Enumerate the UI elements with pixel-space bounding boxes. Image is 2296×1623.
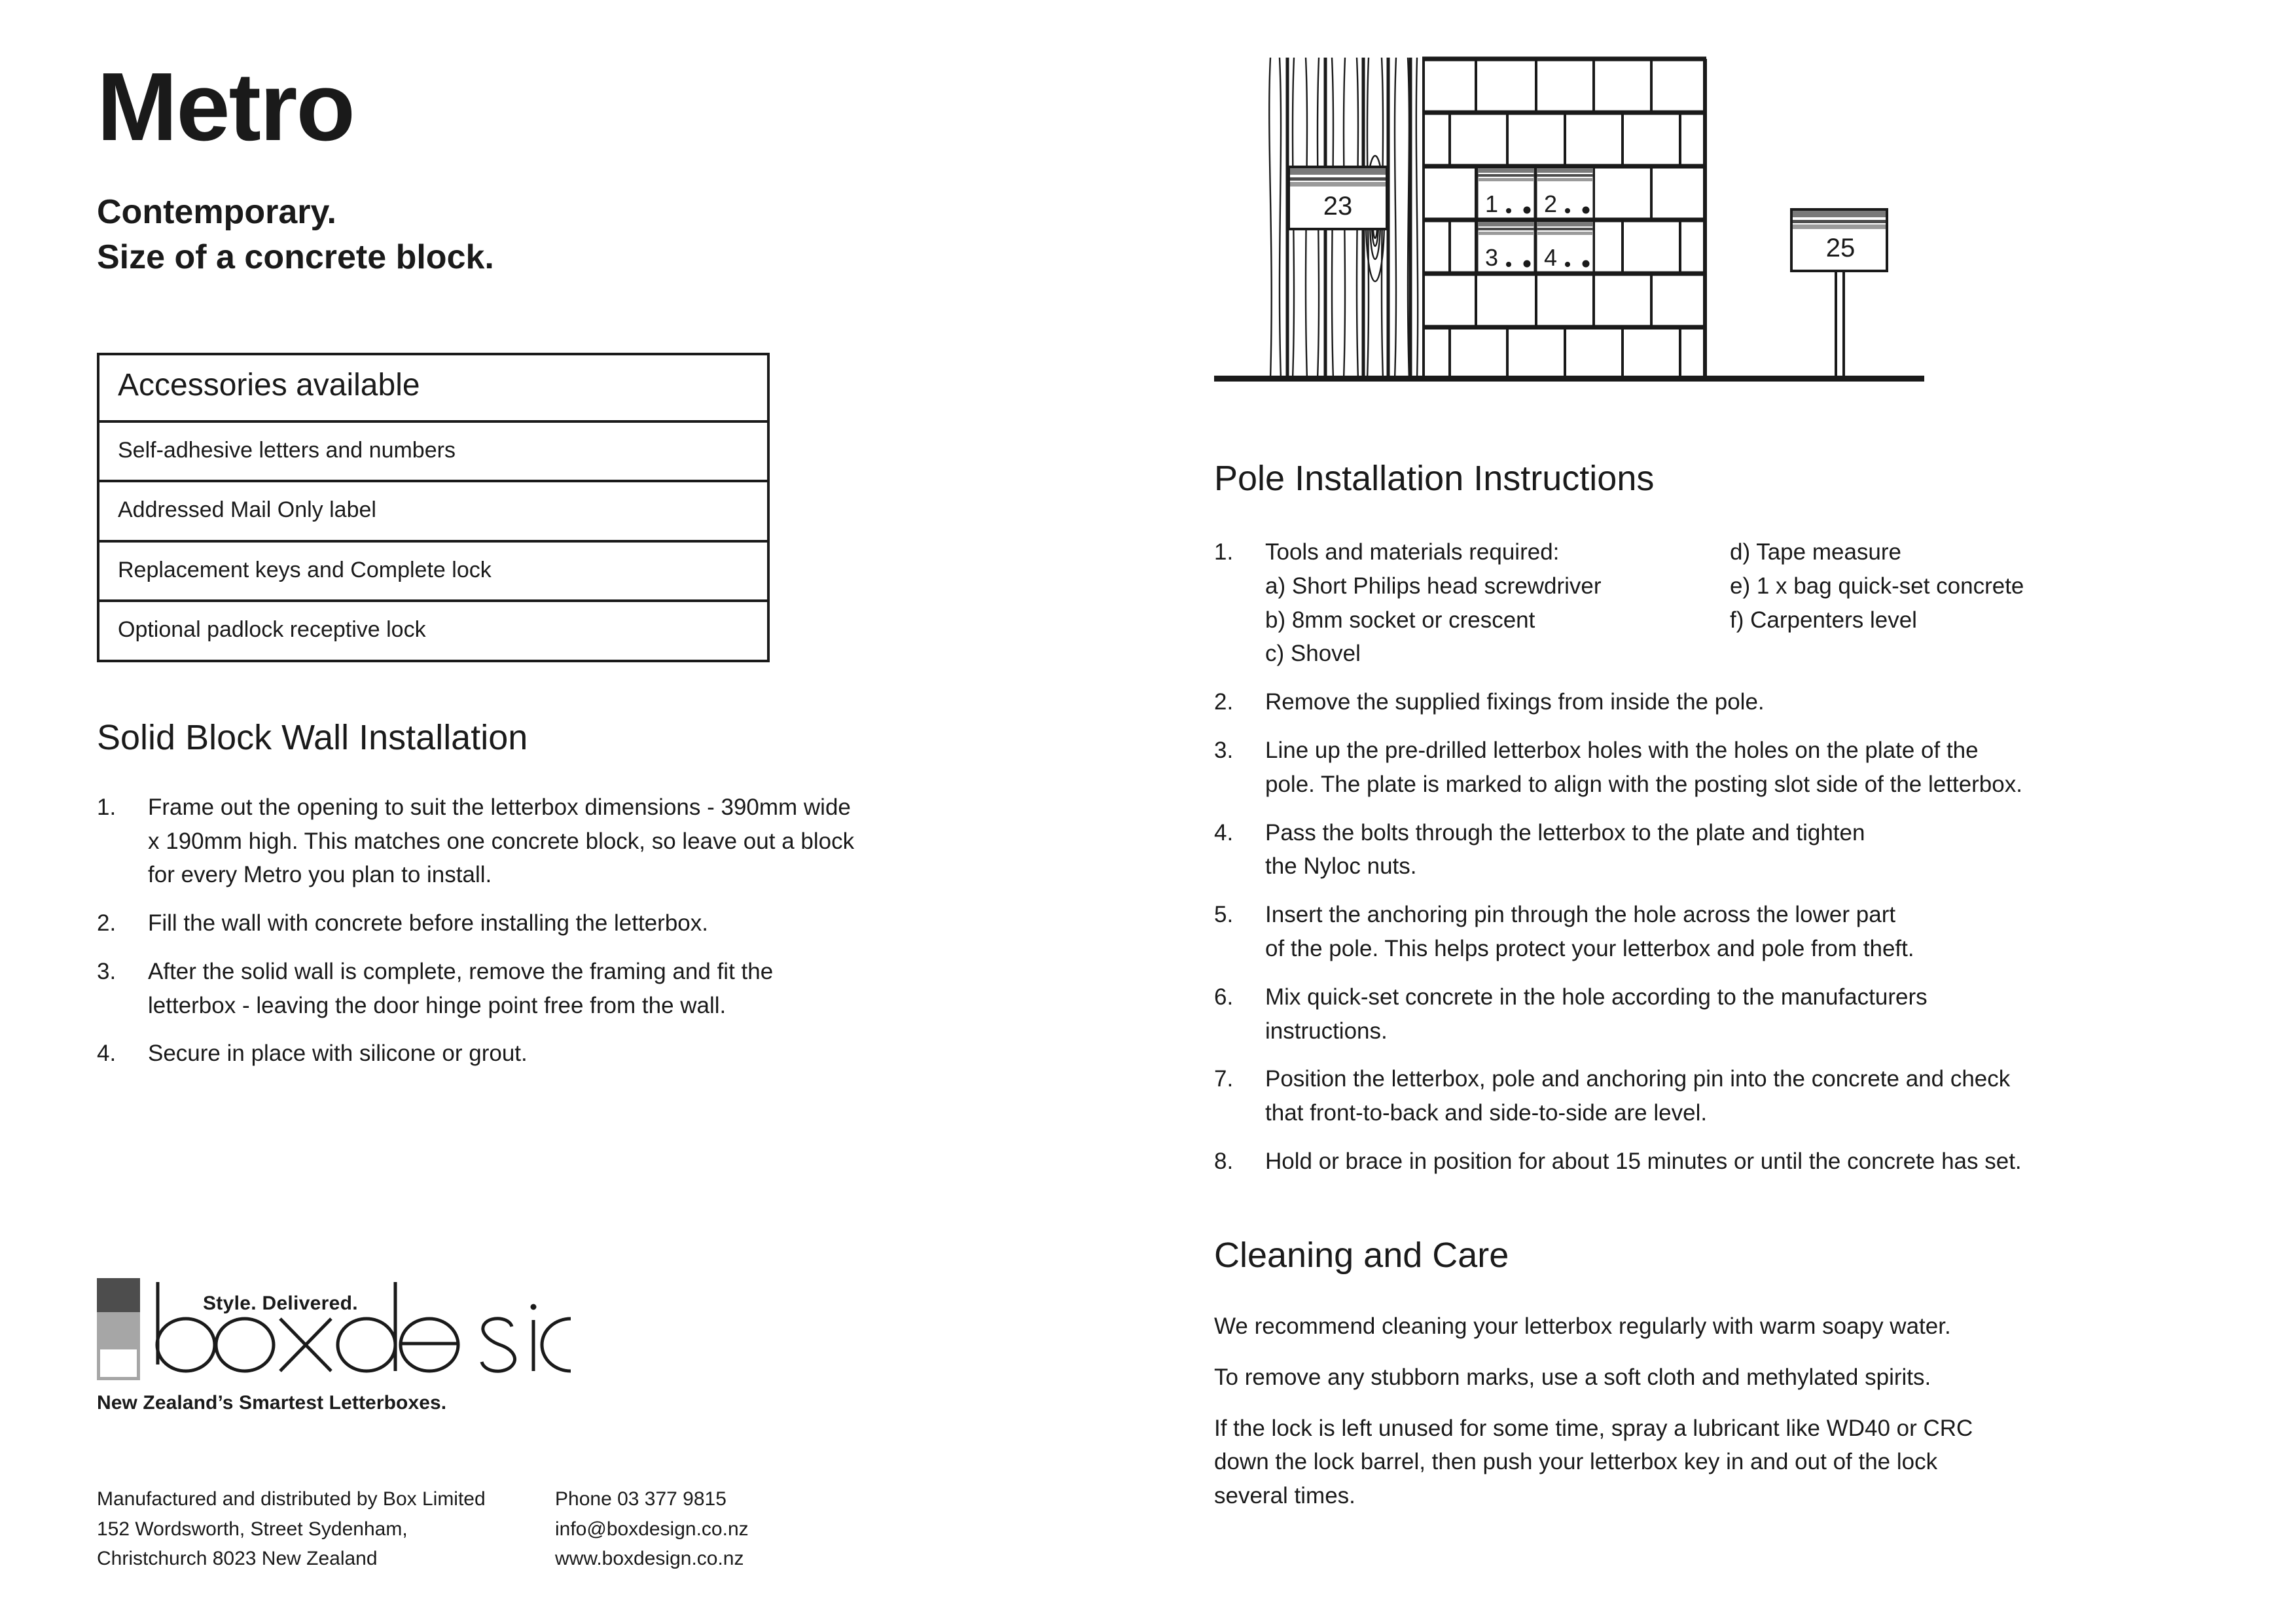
contact-address-column: [97, 1484, 555, 1574]
subtitle-line-1: Contemporary.: [97, 193, 336, 231]
wall-box-number: 1: [1485, 190, 1499, 217]
list-item-number: 2.: [97, 910, 117, 936]
pole-install-heading: Pole Installation Instructions: [1214, 459, 1655, 498]
contact-line: Christchurch 8023 New Zealand: [97, 1548, 378, 1570]
cleaning-heading: Cleaning and Care: [1214, 1235, 1509, 1275]
tools-item: a) Short Philips head screwdriver: [1265, 573, 1602, 599]
boxdesign-logo: [97, 1278, 594, 1414]
tools-intro: Tools and materials required:: [1265, 539, 1560, 565]
subtitle-line-2: Size of a concrete block.: [97, 238, 494, 276]
list-item-text: [148, 955, 1079, 1023]
list-item-text: [1265, 685, 2209, 719]
text-line: for every Metro you plan to install.: [148, 862, 492, 888]
list-item: [1214, 734, 2209, 802]
cleaning-paragraph: [1214, 1310, 2209, 1344]
contact-phone: Phone 03 377 9815: [555, 1488, 726, 1510]
tools-item: e) 1 x bag quick-set concrete: [1730, 573, 2024, 599]
list-item-text: [1265, 898, 2209, 966]
list-item-text: [1265, 535, 2209, 671]
list-item: [1214, 1062, 2209, 1130]
list-item-number: 3.: [1214, 738, 1234, 764]
list-item: [1214, 816, 2209, 884]
text-line: Pass the bolts through the letterbox to the plate and tighten: [1265, 819, 1865, 846]
text-line: Position the letterbox, pole and anchoring pin into the concrete and check: [1265, 1066, 2011, 1092]
logo-tagline-top: Style. Delivered.: [203, 1293, 358, 1314]
text-line: of the pole. This helps protect your letterbox and pole from theft.: [1265, 936, 1914, 962]
tools-column-left: [1265, 535, 1730, 671]
list-item-number: 2.: [1214, 689, 1234, 715]
footer-contact: [97, 1484, 895, 1574]
text-line: instructions.: [1265, 1018, 1388, 1044]
wall-letterbox-3: [1477, 221, 1535, 272]
list-item-text: [148, 1037, 1079, 1071]
tools-item: d) Tape measure: [1730, 539, 1902, 565]
tools-item: f) Carpenters level: [1730, 607, 1917, 633]
text-line: several times.: [1214, 1483, 1355, 1509]
list-item-number: 1.: [1214, 539, 1234, 565]
list-item-number: 6.: [1214, 984, 1234, 1010]
text-line: letterbox - leaving the door hinge point free from the wall.: [148, 992, 726, 1018]
solid-block-heading: Solid Block Wall Installation: [97, 717, 528, 757]
fence-letterbox: [1289, 167, 1387, 229]
page-subtitle: [97, 190, 1079, 279]
list-item: [97, 791, 1079, 892]
text-line: down the lock barrel, then push your letterbox key in and out of the lock: [1214, 1449, 1938, 1475]
contact-details-column: [555, 1484, 895, 1574]
list-item-number: 4.: [1214, 819, 1234, 846]
contact-website[interactable]: www.boxdesign.co.nz: [555, 1548, 744, 1570]
text-line: x 190mm high. This matches one concrete block, so leave out a block: [148, 828, 855, 854]
text-line: Fill the wall with concrete before installing the letterbox.: [148, 910, 708, 936]
text-line: To remove any stubborn marks, use a soft cloth and methylated spirits.: [1214, 1364, 1931, 1390]
list-item: [97, 955, 1079, 1023]
list-item-text: [1265, 816, 2209, 884]
table-row: Self-adhesive letters and numbers: [99, 423, 767, 482]
fence-box-number: 23: [1323, 192, 1353, 221]
right-column: [1214, 458, 2209, 1530]
cleaning-paragraph: [1214, 1412, 2209, 1513]
list-item-text: [1265, 1145, 2209, 1179]
table-row: Replacement keys and Complete lock: [99, 543, 767, 602]
list-item: [97, 1037, 1079, 1071]
text-line: Mix quick-set concrete in the hole according to the manufacturers: [1265, 984, 1928, 1010]
contact-line: Manufactured and distributed by Box Limited: [97, 1488, 486, 1510]
list-item: [97, 906, 1079, 940]
text-line: Remove the supplied fixings from inside the pole.: [1265, 689, 1765, 715]
text-line: Line up the pre-drilled letterbox holes with the holes on the plate of the: [1265, 738, 1979, 764]
list-item-text: [148, 791, 1079, 892]
tools-item: b) 8mm socket or crescent: [1265, 607, 1535, 633]
list-item-number: 3.: [97, 958, 117, 984]
pole-install-steps: [1214, 685, 2209, 1179]
tools-column-right: [1730, 535, 2209, 671]
accessories-table: [97, 353, 770, 662]
table-row: Optional padlock receptive lock: [118, 617, 426, 643]
cleaning-paragraph: [1214, 1361, 2209, 1395]
left-column: [97, 53, 1079, 1085]
list-item: [1214, 535, 2209, 671]
table-row: Addressed Mail Only label: [99, 482, 767, 542]
list-item-text: [1265, 1062, 2209, 1130]
text-line: Frame out the opening to suit the letterbox dimensions - 390mm wide: [148, 794, 851, 820]
wall-letterbox-4: [1536, 221, 1594, 272]
list-item-number: 5.: [1214, 902, 1234, 928]
text-line: After the solid wall is complete, remove the framing and fit the: [148, 958, 774, 984]
pole-box-number: 25: [1825, 234, 1856, 262]
list-item-number: 4.: [97, 1041, 117, 1067]
wall-box-number: 4: [1544, 244, 1558, 271]
block-wall: [1422, 58, 1706, 380]
list-item: [1214, 1145, 2209, 1179]
contact-email[interactable]: info@boxdesign.co.nz: [555, 1518, 749, 1540]
list-item: [1214, 980, 2209, 1048]
list-item: [1214, 898, 2209, 966]
text-line: Insert the anchoring pin through the hole across the lower part: [1265, 902, 1896, 928]
wall-letterbox-1: [1477, 168, 1535, 219]
text-line: the Nyloc nuts.: [1265, 853, 1417, 880]
wall-box-number: 2: [1544, 190, 1558, 217]
contact-line: 152 Wordsworth, Street Sydenham,: [97, 1518, 408, 1540]
list-item-text: [1265, 734, 2209, 802]
text-line: that front-to-back and side-to-side are level.: [1265, 1100, 1708, 1126]
wall-box-number: 3: [1485, 244, 1499, 271]
text-line: Hold or brace in position for about 15 minutes or until the concrete has set.: [1265, 1149, 2022, 1175]
text-line: If the lock is left unused for some time, spray a lubricant like WD40 or CRC: [1214, 1415, 1973, 1441]
solid-block-steps: [97, 791, 1079, 1071]
boxdesign-wordmark-icon: [152, 1278, 571, 1391]
text-line: We recommend cleaning your letterbox regularly with warm soapy water.: [1214, 1313, 1951, 1339]
ground-line: [1214, 376, 1924, 382]
text-line: pole. The plate is marked to align with the posting slot side of the letterbox.: [1265, 771, 2022, 797]
list-item-number: 8.: [1214, 1149, 1234, 1175]
list-item-number: 1.: [97, 794, 117, 820]
list-item-number: 7.: [1214, 1066, 1234, 1092]
logo-tagline-bottom: New Zealand’s Smartest Letterboxes.: [97, 1392, 447, 1414]
installation-illustration: [1214, 46, 2215, 412]
swatch-light-icon: [97, 1346, 140, 1380]
elevation-drawing-icon: [1214, 46, 2215, 412]
wall-letterbox-2: [1536, 168, 1594, 219]
page-title: Metro: [97, 53, 354, 161]
pole-letterbox: [1791, 209, 1887, 378]
text-line: Secure in place with silicone or grout.: [148, 1041, 528, 1067]
tools-item: c) Shovel: [1265, 641, 1361, 667]
list-item-text: [148, 906, 1079, 940]
list-item: [1214, 685, 2209, 719]
swatch-dark-icon: [97, 1278, 140, 1312]
logo-swatches: [97, 1278, 140, 1380]
swatch-mid-icon: [97, 1312, 140, 1346]
list-item-text: [1265, 980, 2209, 1048]
accessories-table-heading: Accessories available: [99, 355, 767, 423]
